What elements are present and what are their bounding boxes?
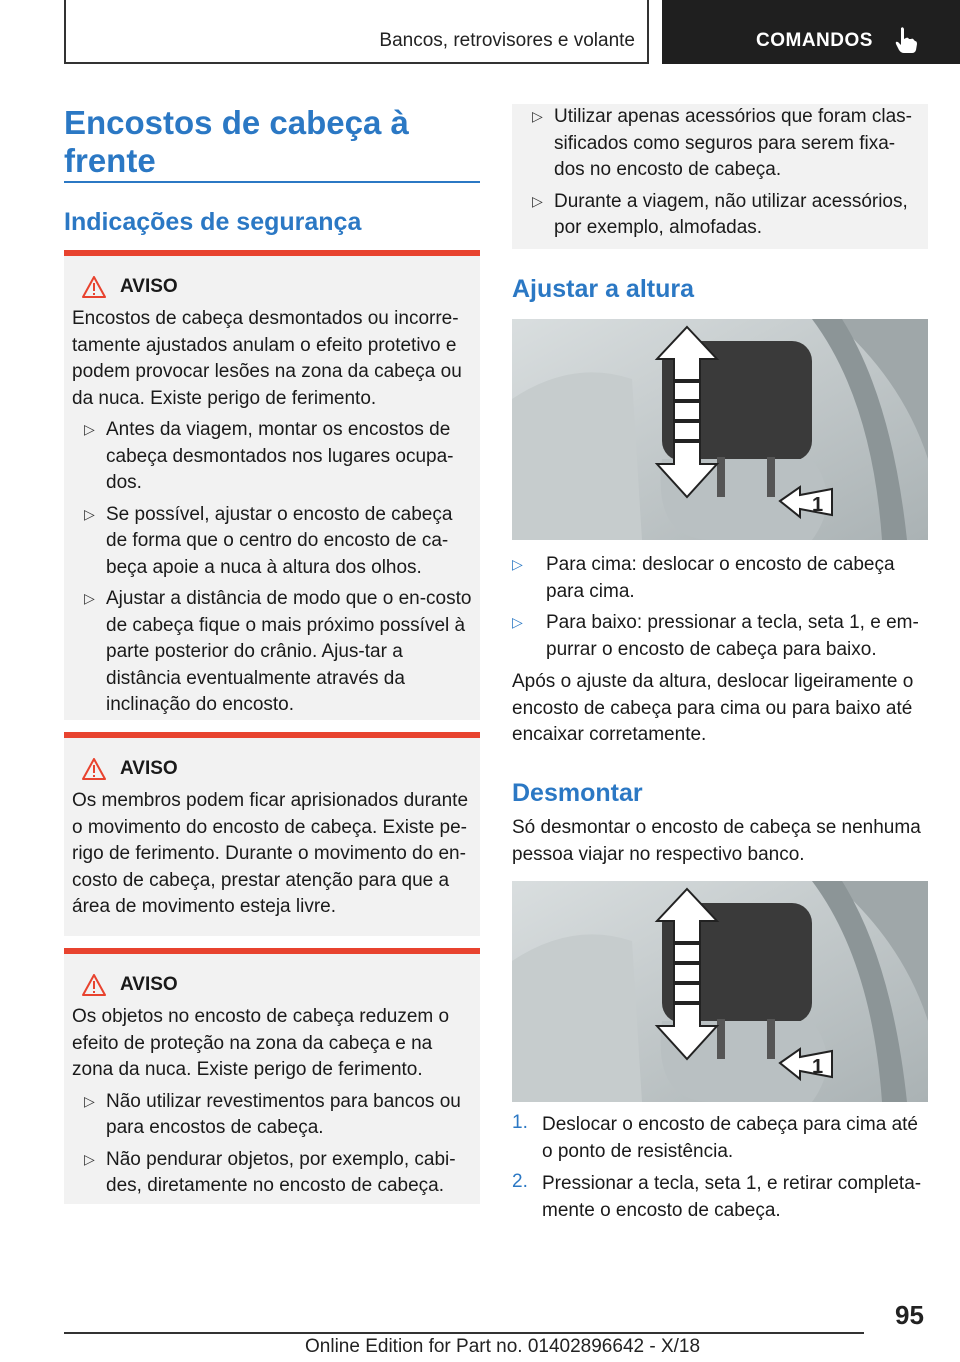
- warning-label: AVISO: [120, 974, 178, 995]
- list-item: [72, 1147, 472, 1200]
- hand-pointer-icon: [894, 26, 918, 54]
- triangle-bullet-icon: ▷: [84, 505, 95, 522]
- list-item: [512, 1112, 928, 1165]
- warning-title: [82, 974, 472, 996]
- list-item: [72, 586, 472, 719]
- warning-triangle-icon: [82, 276, 106, 298]
- header-section-tab: [64, 0, 649, 64]
- page-number: 95: [895, 1300, 924, 1330]
- warning-label: AVISO: [120, 758, 178, 779]
- triangle-bullet-icon: ▷: [512, 556, 523, 572]
- headrest-removal-figure: [512, 881, 928, 1102]
- list-item: [512, 552, 928, 605]
- list-item-text: Se possível, ajustar o encosto de cabeça de forma que o centro do encosto de ca-beça apoie a nuca à altura dos olhos.: [106, 503, 453, 578]
- page-title: Encostos de cabeça à frente: [64, 104, 409, 179]
- remove-steps: [512, 1112, 928, 1224]
- list-item-text: Não utilizar revestimentos para bancos ou para encostos de cabeça.: [106, 1090, 461, 1138]
- figure-callout-label: 1: [812, 494, 824, 516]
- step-number: 1.: [512, 1112, 528, 1133]
- triangle-bullet-icon: ▷: [84, 1092, 95, 1109]
- footer-rule: [64, 1332, 864, 1334]
- step-text: Deslocar o encosto de cabeça para cima até o ponto de resistência.: [542, 1114, 918, 1162]
- headrest-height-figure: [512, 319, 928, 540]
- warning-text: Os objetos no encosto de cabeça reduzem o efeito de proteção na zona da cabeça e na zona da nuca. Existe perigo de ferimento.: [72, 1006, 450, 1080]
- height-heading: Ajustar a altura: [512, 275, 695, 303]
- triangle-bullet-icon: ▷: [84, 1150, 95, 1167]
- warning-continuation-box: [512, 104, 928, 249]
- remove-intro: Só desmontar o encosto de cabeça se nenhuma pessoa viajar no respectivo banco.: [512, 817, 921, 865]
- warning-title: [82, 276, 472, 298]
- list-item-text: Não pendurar objetos, por exemplo, cabi-des, diretamente no encosto de cabeça.: [106, 1148, 456, 1196]
- list-item-text: Para cima: deslocar o encosto de cabeça para cima.: [546, 554, 895, 602]
- triangle-bullet-icon: ▷: [84, 590, 95, 606]
- list-item-text: Ajustar a distância de modo que o en-costo de cabeça fique o mais próximo possível à parte posterior do crânio. Ajus-tar a distância eventualmente através da inclinação do encosto.: [106, 588, 472, 715]
- warning-title: [82, 758, 472, 780]
- footer-edition: Online Edition for Part no. 01402896642 - X/18: [305, 1336, 701, 1357]
- remove-heading: Desmontar: [512, 779, 643, 807]
- list-item: [520, 104, 920, 184]
- list-item-text: Durante a viagem, não utilizar acessórios, por exemplo, almofadas.: [554, 190, 908, 238]
- triangle-bullet-icon: ▷: [512, 614, 523, 630]
- list-item: [72, 417, 472, 497]
- figure-callout-label: 1: [812, 1056, 824, 1078]
- title-rule: [64, 181, 480, 183]
- header-chapter-title: COMANDOS: [756, 30, 873, 51]
- list-item-text: Utilizar apenas acessórios que foram clas-sificados como seguros para serem fixa-dos no encosto de cabeça.: [554, 106, 912, 180]
- warning-box-1: [64, 250, 480, 720]
- header-section-title: Bancos, retrovisores e volante: [379, 30, 635, 51]
- list-item: [512, 610, 928, 663]
- list-item: [512, 1171, 928, 1224]
- list-item-text: Antes da viagem, montar os encostos de cabeça desmontados nos lugares ocupa-dos.: [106, 419, 454, 493]
- list-item: [520, 189, 920, 242]
- list-item: [72, 1089, 472, 1142]
- step-number: 2.: [512, 1171, 528, 1192]
- warning-box-2: [64, 732, 480, 936]
- height-instructions: [512, 552, 928, 749]
- warning-text: Encostos de cabeça desmontados ou incorre-tamente ajustados anulam o efeito protetivo e podem provocar lesões na zona da cabeça ou da nuca. Existe perigo de ferimento.: [72, 308, 462, 409]
- warning-label: AVISO: [120, 276, 178, 297]
- warning-box-3: [64, 948, 480, 1204]
- list-item: [72, 502, 472, 582]
- step-text: Pressionar a tecla, seta 1, e retirar completa-mente o encosto de cabeça.: [542, 1173, 922, 1221]
- height-after-text: Após o ajuste da altura, deslocar ligeiramente o encosto de cabeça para cima ou para baixo até encaixar corretamente.: [512, 671, 914, 745]
- triangle-bullet-icon: ▷: [532, 192, 543, 209]
- safety-heading: Indicações de segurança: [64, 208, 362, 236]
- warning-text: Os membros podem ficar aprisionados durante o movimento do encosto de cabeça. Existe pe-rigo de ferimento. Durante o movimento do en-costo de cabeça, prestar atenção para que a área de movimento esteja livre.: [72, 790, 469, 917]
- triangle-bullet-icon: ▷: [84, 421, 95, 437]
- triangle-bullet-icon: ▷: [532, 108, 543, 124]
- list-item-text: Para baixo: pressionar a tecla, seta 1, e em-purrar o encosto de cabeça para baixo.: [546, 612, 919, 660]
- warning-triangle-icon: [82, 974, 106, 996]
- warning-triangle-icon: [82, 758, 106, 780]
